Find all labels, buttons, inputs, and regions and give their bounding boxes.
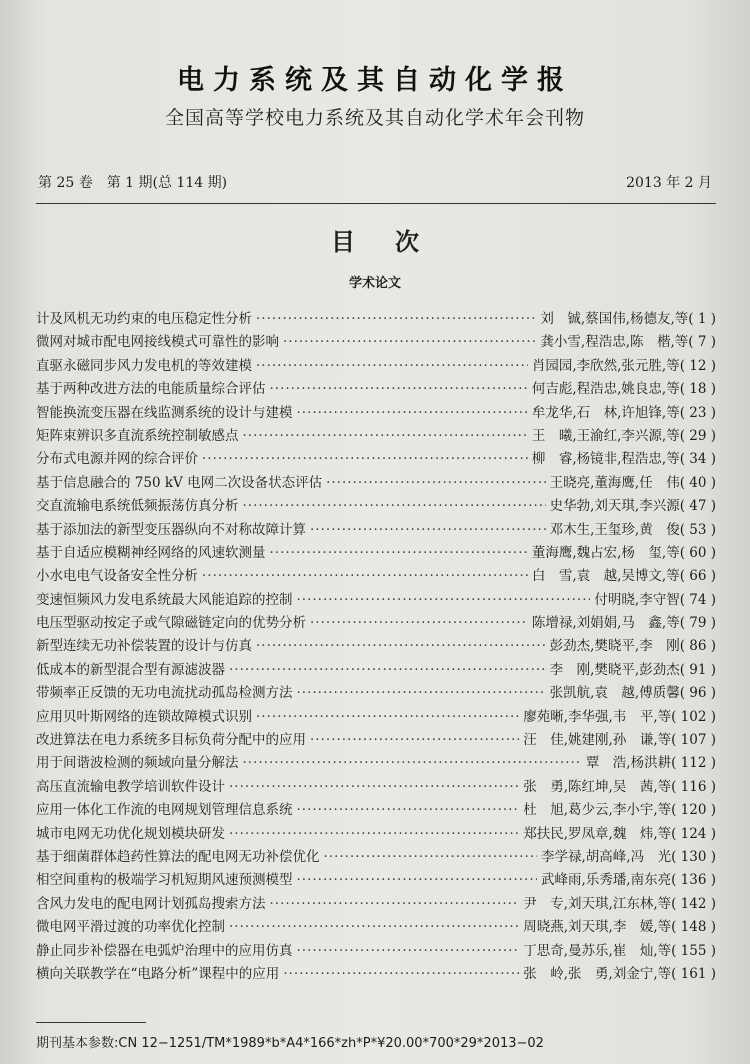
toc-dot-leader <box>256 311 536 327</box>
toc-entry[interactable] <box>36 962 716 985</box>
journal-title: 电力系统及其自动化学报 <box>177 65 573 96</box>
toc-entry-title: 相空间重构的极端学习机短期风速预测模型 <box>36 872 293 889</box>
toc-dot-leader <box>256 709 519 725</box>
toc-entry-title: 交直流输电系统低频振荡仿真分析 <box>36 498 239 515</box>
toc-dot-leader <box>270 381 528 397</box>
toc-entry[interactable] <box>36 447 716 470</box>
toc-entry-title: 用于间谐波检测的频域向量分解法 <box>36 755 239 772</box>
toc-entry-authors: 王晓亮,董海鹰,任 伟 <box>549 474 680 491</box>
toc-entry-page: ( 79 ) <box>679 615 716 632</box>
toc-entry[interactable] <box>36 868 716 891</box>
toc-entry-authors: 彭劲杰,樊晓平,李 刚 <box>549 638 680 655</box>
toc-entry[interactable] <box>36 798 716 821</box>
toc-entry-title: 小水电电气设备安全性分析 <box>36 568 198 585</box>
toc-entry-page: ( 136 ) <box>671 872 716 889</box>
toc-entry[interactable] <box>36 939 716 962</box>
toc-entry-authors: 郑扶民,罗凤章,魏 炜,等 <box>523 825 672 842</box>
toc-entry[interactable] <box>36 354 716 377</box>
toc-dot-leader <box>243 428 528 444</box>
toc-entry-authors: 尹 专,刘天琪,江东林,等 <box>523 895 672 912</box>
toc-entry-title: 直驱永磁同步风力发电机的等效建模 <box>36 357 252 374</box>
toc-entry-page: ( 1 ) <box>688 311 716 327</box>
toc-entry[interactable] <box>36 541 716 564</box>
toc-entry-title: 带频率正反馈的无功电流扰动孤岛检测方法 <box>36 685 293 702</box>
issue-date: 2013 年 2 月 <box>626 175 712 191</box>
toc-dot-leader <box>324 849 538 865</box>
toc-dot-leader <box>256 638 546 654</box>
toc-dot-leader <box>202 568 528 584</box>
toc-entry[interactable] <box>36 564 716 587</box>
toc-entry-page: ( 66 ) <box>679 568 716 585</box>
toc-entry-title: 分布式电源并网的综合评价 <box>36 451 198 468</box>
toc-entry-authors: 柳 睿,杨镜非,程浩忠,等 <box>531 451 680 468</box>
toc-entry-authors: 汪 佳,姚建刚,孙 谦,等 <box>523 732 672 749</box>
toc-entry-authors: 武峰雨,乐秀璠,南东亮 <box>541 872 672 889</box>
toc-entry-authors: 张 岭,张 勇,刘金宁,等 <box>523 965 672 982</box>
toc-entry-title: 新型连续无功补偿装置的设计与仿真 <box>36 638 252 655</box>
toc-entry-title: 变速恒频风力发电系统最大风能追踪的控制 <box>36 591 293 608</box>
toc-entry[interactable] <box>36 845 716 868</box>
toc-entry-page: ( 53 ) <box>679 521 716 538</box>
toc-dot-leader <box>270 896 520 912</box>
toc-dot-leader <box>310 615 528 631</box>
toc-entry-title: 微网对城市配电网接线模式可靠性的影响 <box>36 334 279 351</box>
toc-entry-authors: 白 雪,袁 越,吴博文,等 <box>531 568 680 585</box>
table-of-contents <box>36 307 716 985</box>
toc-entry-page: ( 86 ) <box>679 638 716 655</box>
toc-dot-leader <box>229 919 519 935</box>
toc-entry-authors: 龚小雪,程浩忠,陈 楷,等 <box>540 334 689 351</box>
toc-dot-leader <box>229 662 546 678</box>
toc-entry-page: ( 120 ) <box>671 802 716 819</box>
toc-entry-page: ( 34 ) <box>679 451 716 468</box>
toc-dot-leader <box>297 802 520 818</box>
toc-entry-title: 城市电网无功优化规划模块研发 <box>36 825 225 842</box>
toc-entry-authors: 董海鹰,魏占宏,杨 玺,等 <box>531 544 680 561</box>
toc-entry-page: ( 18 ) <box>679 381 716 398</box>
toc-entry-page: ( 60 ) <box>679 544 716 561</box>
header-divider <box>36 203 716 204</box>
toc-entry-authors: 廖苑晰,李华强,韦 平,等 <box>523 708 672 725</box>
section-title: 学术论文 <box>348 276 401 291</box>
toc-entry-authors: 王 曦,王渝红,李兴源,等 <box>531 427 680 444</box>
toc-entry-title: 计及风机无功约束的电压稳定性分析 <box>36 311 252 327</box>
toc-entry[interactable] <box>36 681 716 704</box>
journal-parameters: 期刊基本参数:CN 12−1251/TM*1989*b*A4*166*zh*P*¥20.00*700*29*2013−02 <box>36 1036 544 1051</box>
toc-entry-title: 静止同步补偿器在电弧炉治理中的应用仿真 <box>36 942 293 959</box>
toc-entry-page: ( 91 ) <box>679 661 716 678</box>
toc-entry-page: ( 124 ) <box>671 825 716 842</box>
toc-entry-page: ( 112 ) <box>671 755 716 772</box>
volume-info: 第 25 卷 第 1 期(总 114 期) <box>38 175 228 191</box>
toc-entry-page: ( 116 ) <box>671 778 716 795</box>
toc-entry-title: 基于添加法的新型变压器纵向不对称故障计算 <box>36 521 306 538</box>
toc-entry-authors: 周晓燕,刘天琪,李 媛,等 <box>523 919 672 936</box>
toc-entry-page: ( 142 ) <box>671 895 716 912</box>
toc-entry-page: ( 155 ) <box>671 942 716 959</box>
toc-entry-authors: 杜 旭,葛少云,李小宇,等 <box>523 802 672 819</box>
toc-entry-authors: 牟龙华,石 林,许旭锋,等 <box>531 404 680 421</box>
toc-entry[interactable] <box>36 658 716 681</box>
toc-dot-leader <box>297 872 538 888</box>
toc-entry-authors: 何吉彪,程浩忠,姚良忠,等 <box>531 381 680 398</box>
toc-entry-authors: 张凯航,袁 越,傅质馨 <box>549 685 680 702</box>
toc-entry[interactable] <box>36 494 716 517</box>
issue-line <box>38 172 712 192</box>
toc-dot-leader <box>202 451 528 467</box>
toc-dot-leader <box>297 592 591 608</box>
toc-dot-leader <box>256 358 528 374</box>
toc-entry-title: 应用贝叶斯网络的连锁故障模式识别 <box>36 708 252 725</box>
toc-entry-authors: 刘 铖,蔡国伟,杨德友,等 <box>540 311 689 327</box>
toc-dot-leader <box>326 475 546 491</box>
toc-entry-title: 低成本的新型混合型有源滤波器 <box>36 661 225 678</box>
toc-entry[interactable] <box>36 634 716 657</box>
toc-entry-page: ( 161 ) <box>671 965 716 982</box>
toc-entry-authors: 邓木生,王玺珍,黄 俊 <box>549 521 680 538</box>
toc-dot-leader <box>270 545 528 561</box>
toc-entry[interactable] <box>36 751 716 774</box>
toc-entry-page: ( 74 ) <box>679 591 716 608</box>
toc-dot-leader <box>283 334 536 350</box>
toc-entry[interactable] <box>36 471 716 494</box>
toc-entry[interactable] <box>36 728 716 751</box>
toc-entry-title: 高压直流输电教学培训软件设计 <box>36 778 225 795</box>
toc-entry[interactable] <box>36 377 716 400</box>
toc-entry-title: 基于两种改进方法的电能质量综合评估 <box>36 381 266 398</box>
toc-entry-authors: 张 勇,陈红坤,吴 茜,等 <box>523 778 672 795</box>
toc-entry-title: 含风力发电的配电网计划孤岛搜索方法 <box>36 895 266 912</box>
contents-title: 目次 <box>331 228 459 256</box>
toc-entry[interactable] <box>36 892 716 915</box>
toc-entry-page: ( 29 ) <box>679 427 716 444</box>
toc-entry[interactable] <box>36 401 716 424</box>
toc-entry-page: ( 12 ) <box>679 357 716 374</box>
toc-entry[interactable] <box>36 424 716 447</box>
toc-entry[interactable] <box>36 822 716 845</box>
toc-entry-authors: 覃 浩,杨洪耕 <box>585 755 672 772</box>
toc-entry[interactable] <box>36 611 716 634</box>
footer-divider <box>36 1022 146 1023</box>
toc-entry-authors: 丁思奇,曼苏乐,崔 灿,等 <box>523 942 672 959</box>
toc-entry-authors: 李学禄,胡高峰,冯 光 <box>541 848 672 865</box>
toc-entry[interactable] <box>36 307 716 330</box>
toc-entry[interactable] <box>36 518 716 541</box>
toc-dot-leader <box>283 966 519 982</box>
toc-dot-leader <box>297 405 528 421</box>
toc-entry-page: ( 96 ) <box>679 685 716 702</box>
toc-entry-page: ( 40 ) <box>679 474 716 491</box>
toc-dot-leader <box>243 755 582 771</box>
toc-dot-leader <box>297 943 520 959</box>
toc-entry-authors: 李 刚,樊晓平,彭劲杰 <box>549 661 680 678</box>
toc-entry-page: ( 130 ) <box>671 848 716 865</box>
toc-entry[interactable] <box>36 588 716 611</box>
toc-entry-title: 矩阵束辨识多直流系统控制敏感点 <box>36 427 239 444</box>
journal-subtitle: 全国高等学校电力系统及其自动化学术年会刊物 <box>164 107 585 129</box>
toc-entry-title: 应用一体化工作流的电网规划管理信息系统 <box>36 802 293 819</box>
toc-entry-page: ( 47 ) <box>679 498 716 515</box>
toc-dot-leader <box>310 522 546 538</box>
toc-entry-title: 基于细菌群体趋药性算法的配电网无功补偿优化 <box>36 848 320 865</box>
toc-entry[interactable] <box>36 775 716 798</box>
toc-dot-leader <box>229 826 519 842</box>
toc-entry-title: 基于自适应模糊神经网络的风速软测量 <box>36 544 266 561</box>
toc-entry-authors: 史华勃,刘天琪,李兴源 <box>549 498 680 515</box>
toc-entry-page: ( 107 ) <box>671 732 716 749</box>
toc-dot-leader <box>297 685 546 701</box>
toc-dot-leader <box>229 779 519 795</box>
toc-entry-title: 改进算法在电力系统多目标负荷分配中的应用 <box>36 732 306 749</box>
toc-entry-title: 基于信息融合的 750 kV 电网二次设备状态评估 <box>36 474 323 491</box>
toc-entry[interactable] <box>36 330 716 353</box>
toc-entry-authors: 陈增禄,刘娟娟,马 鑫,等 <box>531 615 680 632</box>
masthead <box>0 58 750 130</box>
toc-entry-title: 电压型驱动按定子或气隙磁链定向的优势分析 <box>36 615 306 632</box>
toc-dot-leader <box>243 498 546 514</box>
toc-entry-page: ( 102 ) <box>671 708 716 725</box>
toc-entry-page: ( 23 ) <box>679 404 716 421</box>
toc-dot-leader <box>310 732 519 748</box>
toc-entry-authors: 付明晓,李守智 <box>594 591 680 608</box>
toc-entry[interactable] <box>36 705 716 728</box>
toc-entry-title: 微电网平滑过渡的功率优化控制 <box>36 919 225 936</box>
toc-entry[interactable] <box>36 915 716 938</box>
toc-entry-page: ( 148 ) <box>671 919 716 936</box>
toc-entry-authors: 肖园园,李欣然,张元胜,等 <box>531 357 680 374</box>
toc-entry-title: 智能换流变压器在线监测系统的设计与建模 <box>36 404 293 421</box>
toc-entry-page: ( 7 ) <box>688 334 716 351</box>
toc-entry-title: 横向关联教学在“电路分析”课程中的应用 <box>36 965 280 982</box>
